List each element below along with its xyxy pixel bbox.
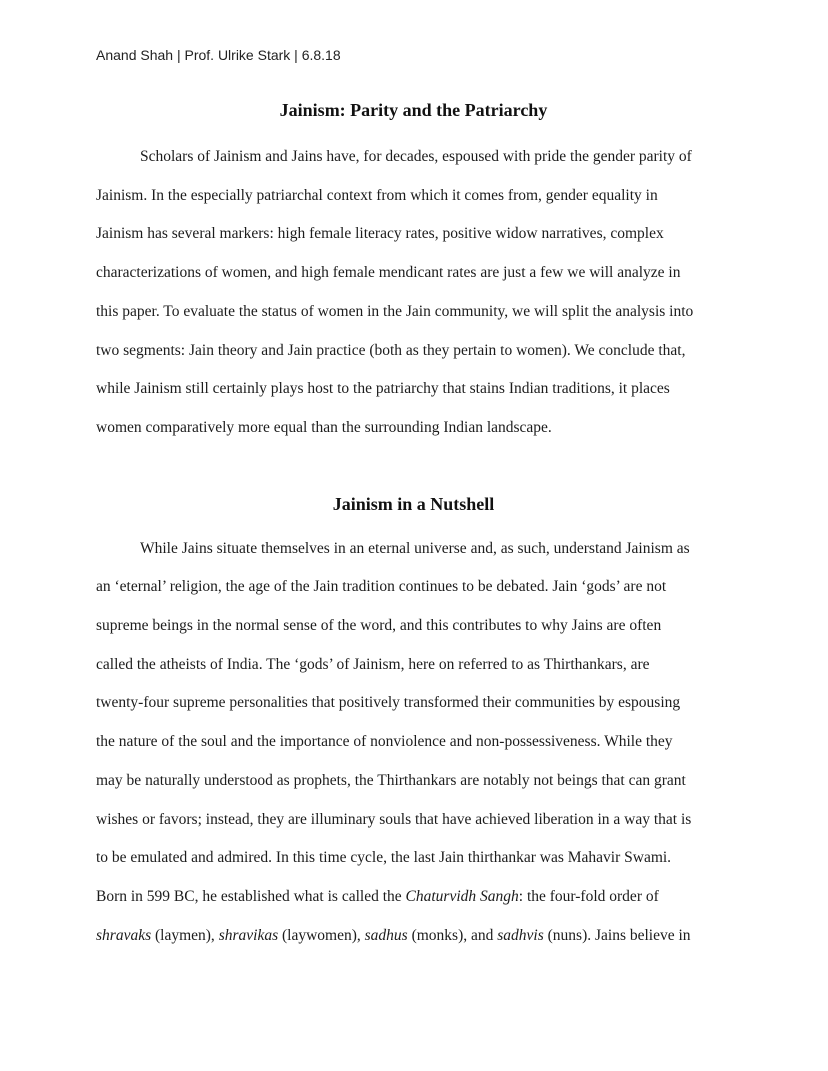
text-line: Scholars of Jainism and Jains have, for decades, espoused with pride the gender parity of — [140, 148, 692, 165]
text-line: women comparatively more equal than the surrounding Indian landscape. — [96, 418, 552, 436]
document-body — [96, 138, 731, 955]
text-line: this paper. To evaluate the status of women in the Jain community, we will split the analysis into — [96, 302, 694, 320]
text-line: to be emulated and admired. In this time cycle, the last Jain thirthankar was Mahavir Swami. — [96, 849, 672, 867]
text-line: the nature of the soul and the importance of nonviolence and non-possessiveness. While they — [96, 733, 673, 751]
text-line: twenty-four supreme personalities that positively transformed their communities by espousing — [96, 694, 681, 712]
paragraph — [96, 530, 731, 956]
text-line: supreme beings in the normal sense of the word, and this contributes to why Jains are often — [96, 617, 662, 635]
paragraph — [96, 138, 731, 448]
text-line: Born in 599 BC, he established what is called the Chaturvidh Sangh: the four-fold order of — [96, 887, 659, 905]
text-line: may be naturally understood as prophets, the Thirthankars are notably not beings that can grant — [96, 771, 686, 789]
document-section — [96, 492, 731, 956]
text-line: Jainism has several markers: high female literacy rates, positive widow narratives, complex — [96, 225, 664, 243]
text-line: characterizations of women, and high female mendicant rates are just a few we will analyze in — [96, 264, 681, 282]
document-section — [96, 138, 731, 448]
text-line: an ‘eternal’ religion, the age of the Jain tradition continues to be debated. Jain ‘gods’ are not — [96, 578, 667, 596]
text-line: While Jains situate themselves in an eternal universe and, as such, understand Jainism as — [140, 539, 690, 557]
text-line: wishes or favors; instead, they are illuminary souls that have achieved liberation in a way that is — [96, 810, 692, 828]
text-line: two segments: Jain theory and Jain practice (both as they pertain to women). We conclude that, — [96, 341, 686, 359]
section-heading: Jainism in a Nutshell — [332, 493, 495, 514]
document-title: Jainism: Parity and the Patriarchy — [279, 100, 548, 120]
byline: Anand Shah | Prof. Ulrike Stark | 6.8.18 — [96, 47, 341, 63]
text-line: called the atheists of India. The ‘gods’ of Jainism, here on referred to as Thirthankars, are — [96, 655, 650, 673]
text-line: Jainism. In the especially patriarchal context from which it comes from, gender equality in — [96, 186, 658, 204]
text-line: while Jainism still certainly plays host to the patriarchy that stains Indian traditions, it places — [96, 380, 670, 398]
text-line: shravaks (laymen), shravikas (laywomen), sadhus (monks), and sadhvis (nuns). Jains believe in — [96, 926, 691, 944]
